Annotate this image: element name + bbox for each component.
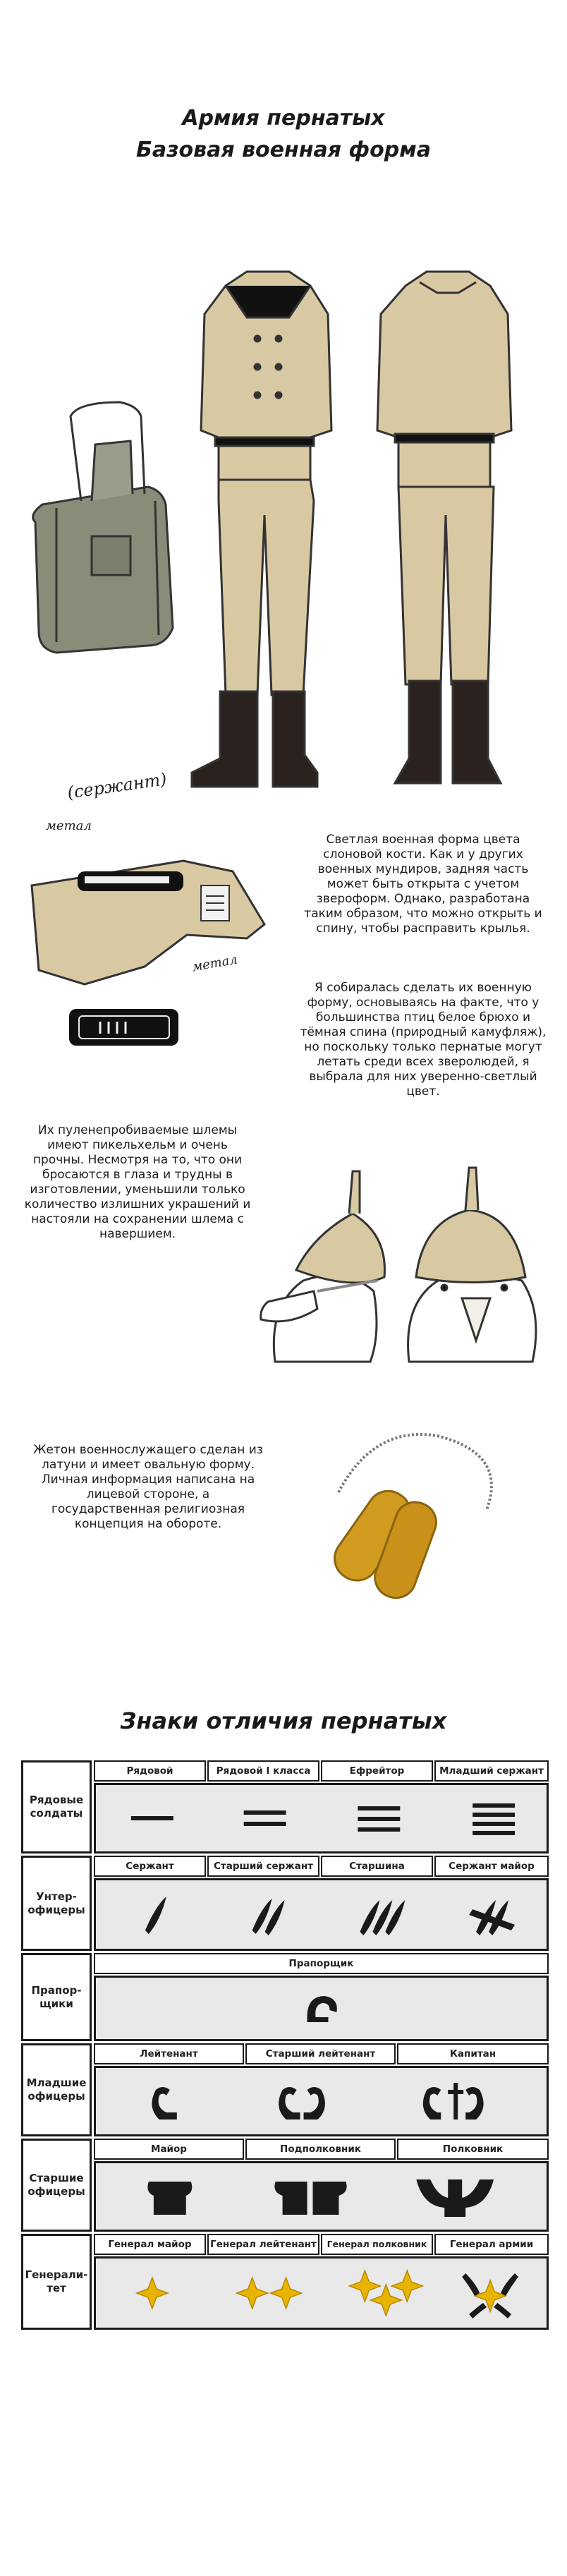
title-line-2: Базовая военная форма [135,138,432,162]
insignia-1-bar [131,1816,173,1820]
backpack-illustration [33,402,173,653]
rank-warrant-officer: Прапорщик [94,1953,549,1974]
row-header-privates: Рядовые солдаты [21,1760,92,1854]
sergeant-label: (сержант) [66,769,169,803]
senior-officers-insignia-strip [94,2161,549,2232]
junior-officers-insignia-strip [94,2066,549,2136]
front-uniform [192,272,331,787]
dog-tag-illustration [275,1411,543,1616]
rank-senior-lieutenant: Старший лейтенант [245,2043,396,2064]
rank-private-first-class: Рядовой I класса [207,1760,319,1782]
insignia-table [21,1760,549,2330]
rank-lieutenant-colonel: Подполковник [245,2139,396,2160]
generals-insignia-strip [94,2256,549,2330]
row-header-junior-officers: Младшие офицеры [21,2043,92,2136]
metal-label-right: метал [190,952,239,975]
rank-lieutenant: Лейтенант [94,2043,244,2064]
row-header-warrant: Прапор-щики [21,1953,92,2041]
rank-corporal: Ефрейтор [321,1760,433,1782]
rank-senior-sergeant: Старший сержант [207,1856,319,1877]
rank-lieutenant-general: Генерал лейтенант [207,2234,319,2255]
warrant-insignia-strip [94,1976,549,2041]
rank-captain: Капитан [397,2043,549,2064]
row-header-nco: Унтер-офицеры [21,1856,92,1951]
rank-sergeant: Сержант [94,1856,206,1877]
uniform-description: Светлая военная форма цвета слоновой кости. Как и у других военных мундиров, задняя часть может быть открыта с учетом звероформ. Однако, разработана таким образом, что можно открыть и спину, чтобы расправить крылья. [304,833,542,936]
rank-sergeant-major: Сержант майор [434,1856,549,1877]
rank-army-general: Генерал армии [434,2234,549,2255]
rank-major-general: Генерал майор [94,2234,206,2255]
row-header-senior-officers: Старшие офицеры [21,2139,92,2232]
uniform-illustration [14,261,550,797]
helmet-description: Их пуленепробиваемые шлемы имеют пикельхельм и очень прочны. Несмотря на то, что они бросаются в глаза и трудны в изготовлении, уменьшили только количество излишних украшений и настояли на сохранении шлема с навершием. [24,1123,251,1241]
shoulder-board-illustration [21,818,289,1051]
rank-colonel-general: Генерал полковник [321,2234,433,2255]
rank-junior-sergeant: Младший сержант [434,1760,549,1782]
row-header-generals: Генерали-тет [21,2234,92,2330]
rank-major: Майор [94,2139,244,2160]
rank-colonel: Полковник [397,2139,549,2160]
insignia-title: Знаки отличия пернатых [120,1707,447,1734]
back-uniform [377,272,511,783]
uniform-color-note: Я собиралась сделать их военную форму, основываясь на факте, что у большинства птиц белое брюхо и тёмная спина (природный камуфляж), но поскольку только пернатые могут летать среди всех зверолюдей, я выбрала для них уверенно-светлый цвет. [300,981,547,1099]
metal-label-top: метал [46,818,92,833]
dog-tag-description: Жетон военнослужащего сделан из латуни и имеет овальную форму. Личная информация написана на лицевой стороне, а государственная религиозная концепция на обороте. [33,1443,263,1531]
rank-private: Рядовой [94,1760,206,1782]
helmet-illustration [247,1129,550,1369]
rank-starshina: Старшина [321,1856,433,1877]
nco-insignia-strip [94,1878,549,1951]
privates-insignia-strip [94,1783,549,1854]
title-line-1: Армия пернатых [182,106,385,131]
